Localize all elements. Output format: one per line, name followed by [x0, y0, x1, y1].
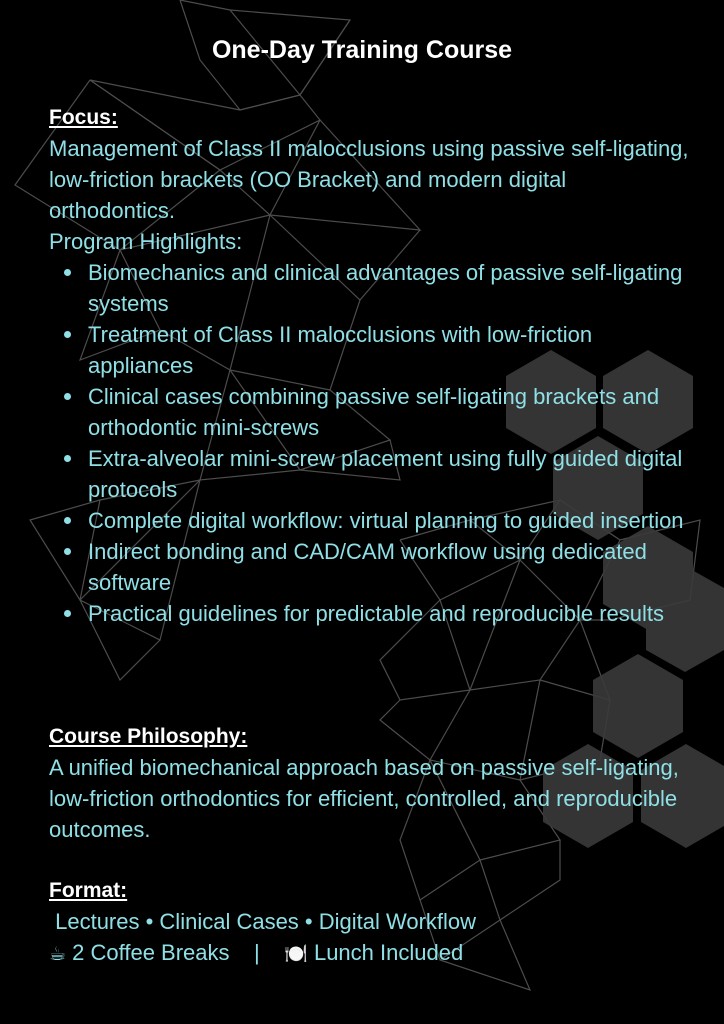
focus-heading: Focus: — [49, 106, 118, 129]
highlight-item: Indirect bonding and CAD/CAM workflow using dedicated software — [49, 536, 689, 598]
format-heading: Format: — [49, 879, 128, 902]
highlight-item: Extra-alveolar mini-screw placement using fully guided digital protocols — [49, 443, 689, 505]
focus-section — [49, 102, 689, 629]
highlight-item: Practical guidelines for predictable and reproducible results — [49, 598, 689, 629]
highlight-item: Treatment of Class II malocclusions with low-friction appliances — [49, 319, 689, 381]
coffee-icon: ☕ — [49, 944, 67, 965]
breaks-line — [49, 937, 689, 970]
coffee-text: 2 Coffee Breaks — [72, 940, 230, 965]
lunch-icon: 🍽️ — [284, 944, 308, 965]
highlights-label: Program Highlights: — [49, 229, 243, 254]
page-title: One-Day Training Course — [211, 36, 513, 64]
highlight-item: Clinical cases combining passive self-ligating brackets and orthodontic mini-screws — [49, 381, 689, 443]
format-line: Lectures • Clinical Cases • Digital Workflow — [49, 909, 477, 934]
lunch-text: Lunch Included — [313, 940, 464, 965]
focus-text: Management of Class II malocclusions using passive self-ligating, low-friction brackets (OO Bracket) and modern digital orthodontics. — [49, 136, 689, 223]
philosophy-section — [49, 721, 689, 845]
separator: | — [253, 940, 260, 965]
format-section — [49, 875, 689, 970]
highlight-item: Complete digital workflow: virtual planning to guided insertion — [49, 505, 689, 536]
highlight-item: Biomechanics and clinical advantages of passive self-ligating systems — [49, 257, 689, 319]
philosophy-text: A unified biomechanical approach based on passive self-ligating, low-friction orthodontics for efficient, controlled, and reproducible outcomes. — [49, 755, 679, 842]
highlights-list — [49, 257, 689, 629]
philosophy-heading: Course Philosophy: — [49, 725, 248, 748]
